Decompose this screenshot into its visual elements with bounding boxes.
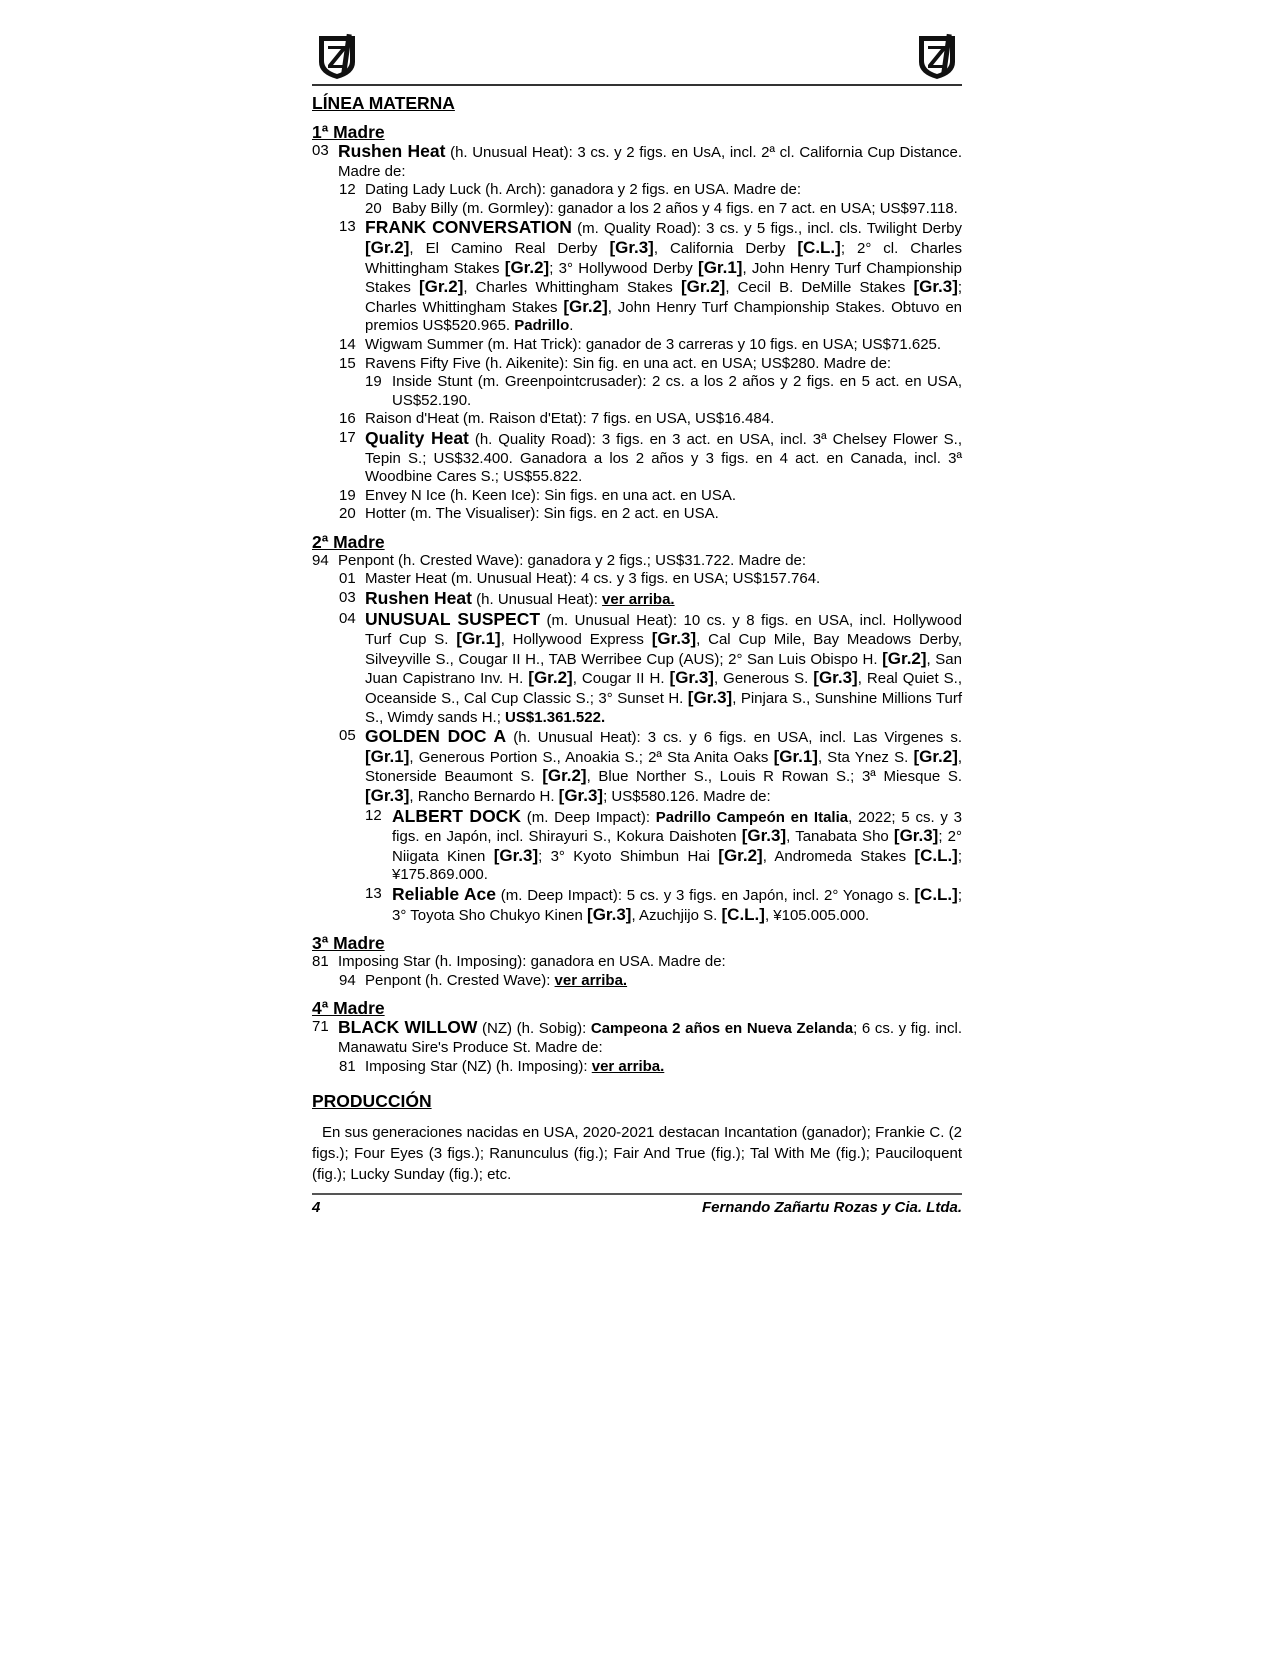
list-item: 15 Ravens Fifty Five (h. Aikenite): Sin fig. en una act. en USA; US$280. Madre de:: [339, 354, 892, 372]
dam-title: 1ª Madre: [312, 122, 385, 142]
horse-name: ALBERT DOCK: [392, 805, 521, 826]
list-item: 81 Imposing Star (NZ) (h. Imposing): ver arriba.: [339, 1057, 665, 1075]
list-item: 20 Baby Billy (m. Gormley): ganador a los 2 años y 4 figs. en 7 act. en USA; US$97.118.: [365, 199, 958, 217]
pedigree-content: [312, 92, 962, 1185]
grade-badge: [Gr.2]: [418, 277, 464, 297]
company-name: Fernando Zañartu Rozas y Cia. Ltda.: [701, 1199, 962, 1217]
grade-badge: [Gr.1]: [365, 746, 410, 766]
see-above-ref: ver arriba.: [554, 971, 628, 989]
list-item: 94 Penpont (h. Crested Wave): ver arriba.: [339, 971, 628, 989]
grade-badge: [Gr.1]: [773, 746, 818, 766]
see-above-ref: ver arriba.: [591, 1057, 665, 1075]
grade-badge: [Gr.3]: [493, 845, 539, 865]
grade-badge: [Gr.3]: [651, 629, 697, 649]
list-item: 19 Envey N Ice (h. Keen Ice): Sin figs. en una act. en USA.: [339, 486, 737, 504]
section-title-produccion: PRODUCCIÓN: [312, 1091, 432, 1112]
horse-name: BLACK WILLOW: [338, 1017, 478, 1038]
page-footer: [312, 1193, 962, 1217]
page-header: [312, 30, 962, 86]
grade-badge: [Gr.2]: [365, 237, 410, 257]
list-item: 16 Raison d'Heat (m. Raison d'Etat): 7 figs. en USA, US$16.484.: [339, 410, 775, 428]
grade-badge: [Gr.3]: [365, 786, 410, 805]
list-item: 04 UNUSUAL SUSPECT (m. Unusual Heat): 10 cs. y 8 figs. en USA, incl. Hollywood Turf Cup S. [Gr.1], Hollywood Express [Gr.3], Cal Cup Mile, Bay Meadows Derby, Silveyville S., Cougar II H., TAB Werribee Cup (AUS); 2° San Luis Obispo H. [Gr.2], San Juan Capistrano Inv. H. [Gr.2], Cougar II H. [Gr.3], Generous S. [Gr.3], Real Quiet S., Oceanside S., Cal Cup Classic S.; 3° Sunset H. [Gr.3], Pinjara S., Sunshine Millions Turf S., Wimdy sands H.; US$1.361.522.: [339, 608, 963, 726]
grade-badge: [Gr.2]: [882, 648, 927, 668]
grade-badge: [Gr.1]: [456, 629, 501, 649]
grade-badge: [Gr.2]: [528, 668, 573, 688]
horse-name: FRANK CONVERSATION: [365, 217, 572, 238]
horse-name: GOLDEN DOC A: [365, 726, 507, 747]
horse-name: Rushen Heat: [338, 141, 446, 161]
grade-badge: [C.L.]: [721, 904, 765, 924]
list-item: 94 Penpont (h. Crested Wave): ganadora y 2 figs.; US$31.722. Madre de:: [312, 551, 807, 569]
list-item: 12 ALBERT DOCK (m. Deep Impact): Padrillo Campeón en Italia, 2022; 5 cs. y 3 figs. en Japón, incl. Shirayuri S., Kokura Daishoten [Gr.3], Tanabata Sho [Gr.3]; 2° Niigata Kinen [Gr.3]; 3° Kyoto Shimbun Hai [Gr.2], Andromeda Stakes [C.L.]; ¥175.869.000.: [365, 805, 963, 884]
list-item: 01 Master Heat (m. Unusual Heat): 4 cs. y 3 figs. en USA; US$157.764.: [339, 570, 821, 588]
section-title-linea-materna: LÍNEA MATERNA: [312, 93, 455, 113]
grade-badge: [C.L.]: [914, 845, 958, 865]
list-item: 12 Dating Lady Luck (h. Arch): ganadora y 2 figs. en USA. Madre de:: [339, 181, 802, 199]
stallion-label: Padrillo: [514, 317, 570, 335]
horse-name: UNUSUAL SUSPECT: [365, 608, 541, 629]
list-item: 03 Rushen Heat (h. Unusual Heat): ver arriba.: [339, 588, 675, 609]
list-item: 17 Quality Heat (h. Quality Road): 3 figs. en 3 act. en USA, incl. 3ª Chelsey Flower S., Tepin S.; US$32.400. Ganadora a los 2 años y 3 figs. en 4 act. en Canada, incl. 3ª Woodbine Cares S.; US$55.822.: [339, 427, 962, 486]
earnings-total: US$1.361.522.: [505, 708, 606, 726]
grade-badge: [Gr.3]: [893, 826, 939, 846]
grade-badge: [Gr.2]: [913, 746, 958, 766]
champion-label: Campeona 2 años en Nueva Zelanda: [590, 1020, 854, 1038]
horse-name: Rushen Heat: [365, 588, 472, 609]
grade-badge: [Gr.3]: [669, 668, 714, 688]
horse-name: Reliable Ace: [392, 883, 497, 904]
grade-badge: [Gr.3]: [609, 237, 654, 257]
grade-badge: [Gr.2]: [504, 257, 550, 277]
grade-badge: [Gr.1]: [698, 257, 743, 277]
grade-badge: [Gr.3]: [741, 826, 787, 846]
grade-badge: [Gr.2]: [542, 766, 587, 786]
list-item: 13 Reliable Ace (m. Deep Impact): 5 cs. y 3 figs. en Japón, incl. 2° Yonago s. [C.L.]; 3° Toyota Sho Chukyo Kinen [Gr.3], Azuchjijo S. [C.L.], ¥105.005.000.: [365, 883, 962, 924]
list-item: 81 Imposing Star (h. Imposing): ganadora en USA. Madre de:: [312, 953, 726, 971]
grade-badge: [Gr.2]: [718, 845, 763, 865]
grade-badge: [Gr.2]: [680, 277, 726, 297]
list-item: 20 Hotter (m. The Visualiser): Sin figs. en 2 act. en USA.: [339, 505, 719, 523]
produccion-paragraph: En sus generaciones nacidas en USA, 2020-2021 destacan Incantation (ganador); Frankie C. (2 figs.); Four Eyes (3 figs.); Ranunculus (fig.); Fair And True (fig.); Tal With Me (fig.); Pauciloquent (fig.); Lucky Sunday (fig.); etc.: [312, 1124, 962, 1184]
dam-title: 2ª Madre: [312, 531, 385, 552]
grade-badge: [Gr.3]: [558, 786, 604, 805]
zanartu-logo-icon: [316, 32, 358, 80]
see-above-ref: ver arriba.: [602, 591, 675, 609]
grade-badge: [Gr.3]: [813, 668, 858, 688]
grade-badge: [C.L.]: [914, 884, 958, 904]
dam-title: 4ª Madre: [312, 998, 385, 1019]
list-item: 03 Rushen Heat (h. Unusual Heat): 3 cs. y 2 figs. en UsA, incl. 2ª cl. California Cup Distance. Madre de:: [312, 141, 962, 180]
grade-badge: [Gr.3]: [913, 277, 958, 297]
grade-badge: [C.L.]: [797, 237, 841, 257]
list-item: 13 FRANK CONVERSATION (m. Quality Road): 3 cs. y 5 figs., incl. cls. Twilight Derby [Gr.2], El Camino Real Derby [Gr.3], California Derby [C.L.]; 2° cl. Charles Whittingham Stakes [Gr.2]; 3° Hollywood Derby [Gr.1], John Henry Turf Championship Stakes [Gr.2], Charles Whittingham Stakes [Gr.2], Cecil B. DeMille Stakes [Gr.3]; Charles Whittingham Stakes [Gr.2], John Henry Turf Championship Stakes. Obtuvo en premios US$520.965. Padrillo.: [339, 217, 963, 335]
grade-badge: [Gr.2]: [563, 296, 608, 316]
zanartu-logo-icon: [916, 32, 958, 80]
document-page: [312, 30, 962, 1217]
champion-label: Padrillo Campeón en Italia: [655, 808, 849, 826]
horse-name: Quality Heat: [365, 427, 469, 448]
grade-badge: [Gr.3]: [587, 904, 632, 924]
dam-title: 3ª Madre: [312, 933, 385, 954]
list-item: 71 BLACK WILLOW (NZ) (h. Sobig): Campeona 2 años en Nueva Zelanda; 6 cs. y fig. incl. Manawatu Sire's Produce St. Madre de:: [312, 1017, 962, 1056]
page-number: 4: [312, 1199, 321, 1217]
list-item: 05 GOLDEN DOC A (h. Unusual Heat): 3 cs. y 6 figs. en USA, incl. Las Virgenes s. [Gr.1], Generous Portion S., Anoakia S.; 2ª Sta Anita Oaks [Gr.1], Sta Ynez S. [Gr.2], Stonerside Beaumont S. [Gr.2], Blue Norther S., Louis R Rowan S.; 3ª Miesque S. [Gr.3], Rancho Bernardo H. [Gr.3]; US$580.126. Madre de:: [339, 726, 963, 805]
grade-badge: [Gr.3]: [687, 688, 733, 708]
list-item: 14 Wigwam Summer (m. Hat Trick): ganador de 3 carreras y 10 figs. en USA; US$71.625.: [339, 335, 942, 353]
list-item: 19 Inside Stunt (m. Greenpointcrusader): 2 cs. a los 2 años y 2 figs. en 5 act. en USA, US$52.190.: [365, 373, 962, 409]
